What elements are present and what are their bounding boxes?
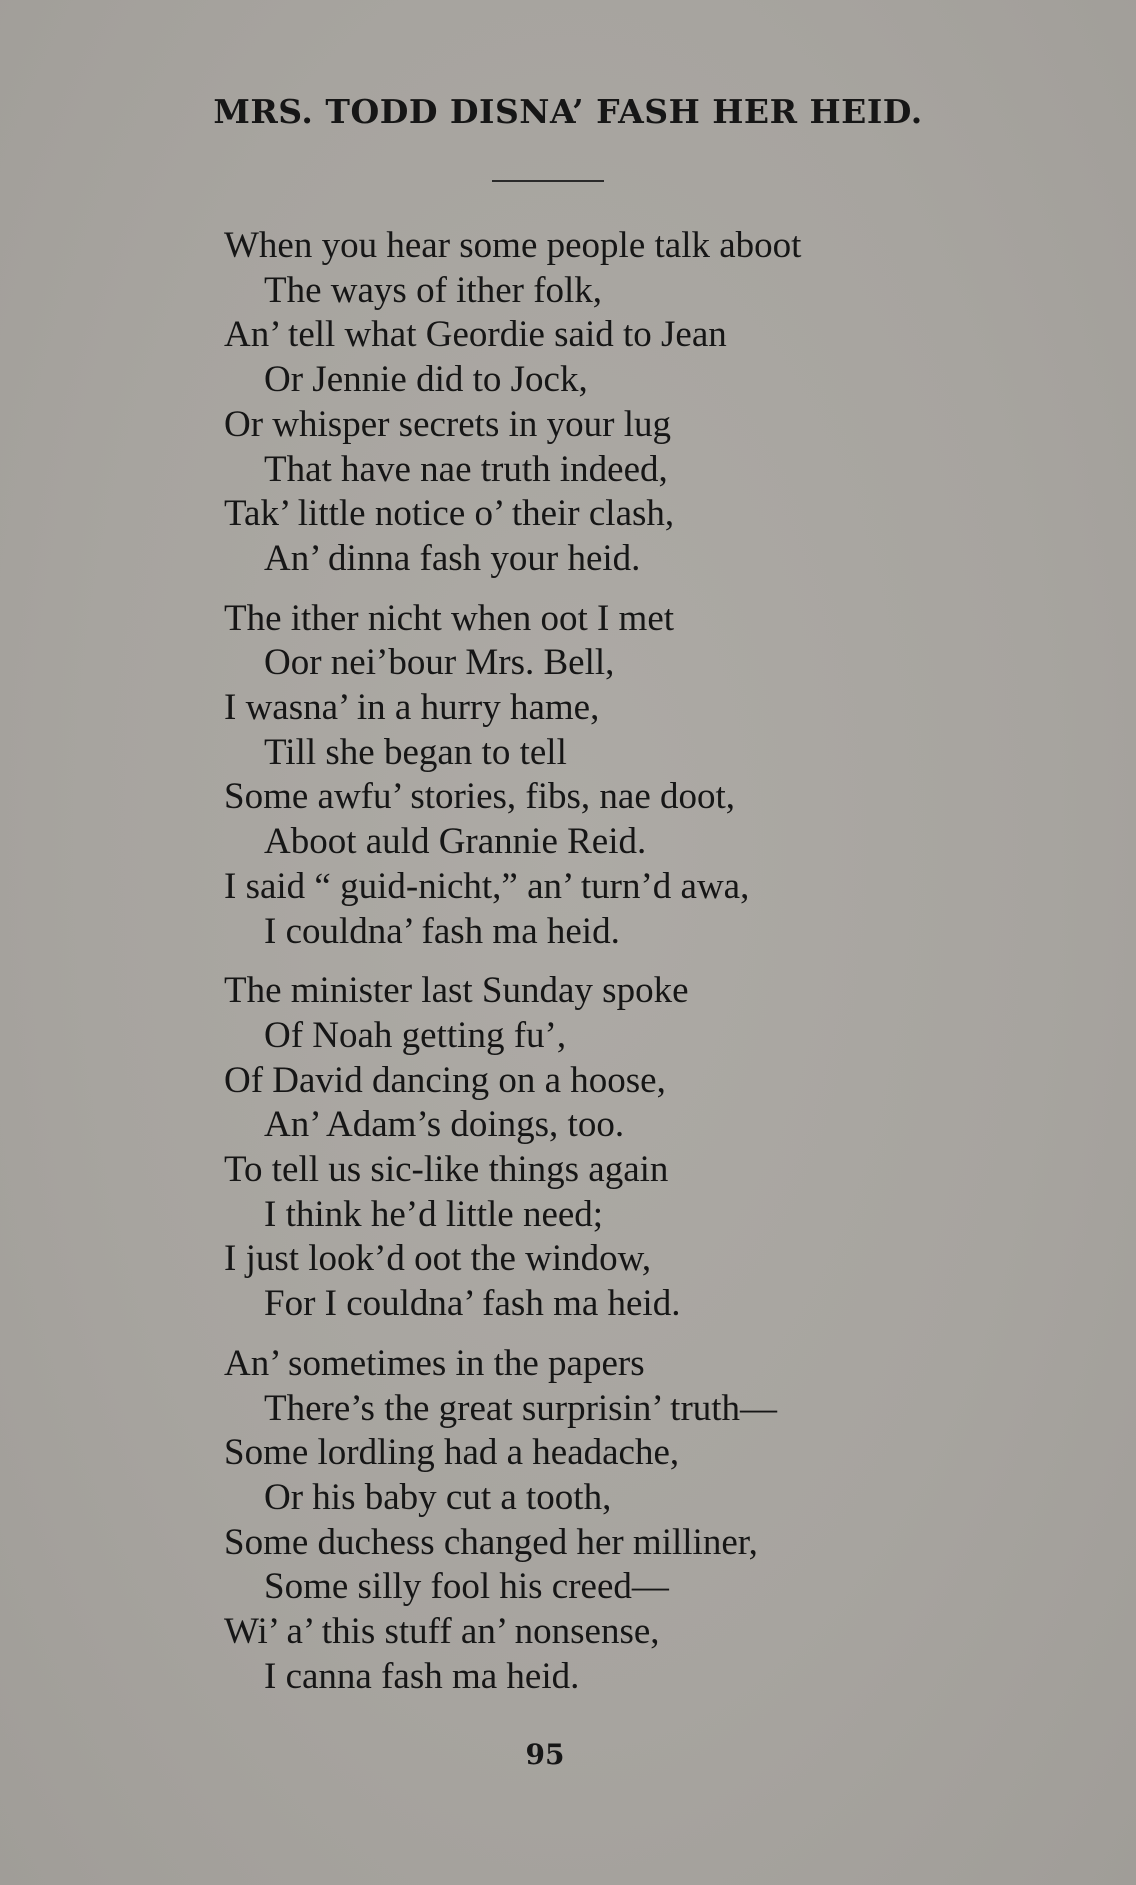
poem-line: An’ tell what Geordie said to Jean — [224, 314, 727, 356]
poem-line: Some lordling had a headache, — [224, 1432, 680, 1474]
poem-line: Some duchess changed her milliner, — [224, 1521, 758, 1563]
poem-line: Or Jennie did to Jock, — [264, 359, 588, 401]
poem-line: I wasna’ in a hurry hame, — [224, 687, 600, 729]
poem-line: Some awfu’ stories, fibs, nae doot, — [224, 776, 736, 818]
poem-line: The ways of ither folk, — [264, 269, 603, 311]
poem-line: Wi’ a’ this stuff an’ nonsense, — [224, 1611, 660, 1653]
poem-line: Aboot auld Grannie Reid. — [264, 821, 647, 863]
page-number: 95 — [525, 1738, 565, 1771]
poem-line: Of David dancing on a hoose, — [224, 1059, 666, 1101]
poem-line: The minister last Sunday spoke — [224, 970, 689, 1012]
stanza-1 — [224, 224, 1084, 582]
poem-line: Or whisper secrets in your lug — [224, 403, 671, 445]
poem-line: Or his baby cut a tooth, — [264, 1476, 612, 1518]
poem-line: The ither nicht when oot I met — [224, 597, 675, 639]
stanza-2 — [224, 597, 1084, 955]
poem-line: To tell us sic-like things again — [224, 1149, 669, 1191]
poem-line: There’s the great surprisin’ truth— — [264, 1387, 778, 1429]
poem-line: That have nae truth indeed, — [264, 448, 668, 490]
poem-line: An’ dinna fash your heid. — [264, 537, 641, 579]
poem-line: I couldna’ fash ma heid. — [264, 910, 620, 952]
poem-line: I canna fash ma heid. — [264, 1655, 580, 1697]
poem-line: I just look’d oot the window, — [224, 1238, 652, 1280]
poem-line: Of Noah getting fu’, — [264, 1014, 567, 1056]
poem-line: When you hear some people talk aboot — [224, 225, 802, 266]
poem-body — [224, 224, 1084, 1700]
poem-line: I said “ guid-nicht,” an’ turn’d awa, — [224, 865, 750, 907]
poem-line: Tak’ little notice o’ their clash, — [224, 493, 675, 535]
poem-line: An’ sometimes in the papers — [224, 1342, 645, 1384]
poem-line: Till she began to tell — [264, 731, 567, 773]
poem-line: An’ Adam’s doings, too. — [264, 1104, 625, 1146]
poem-line: Oor nei’bour Mrs. Bell, — [264, 642, 615, 684]
poem-line: I think he’d little need; — [264, 1193, 604, 1235]
stanza-4 — [224, 1342, 1084, 1700]
poem-line: For I couldna’ fash ma heid. — [264, 1283, 681, 1325]
poem-title: MRS. TODD DISNA’ FASH HER HEID. — [213, 92, 923, 131]
stanza-3 — [224, 969, 1084, 1327]
title-rule — [492, 180, 604, 182]
poem-line: Some silly fool his creed— — [264, 1566, 669, 1608]
